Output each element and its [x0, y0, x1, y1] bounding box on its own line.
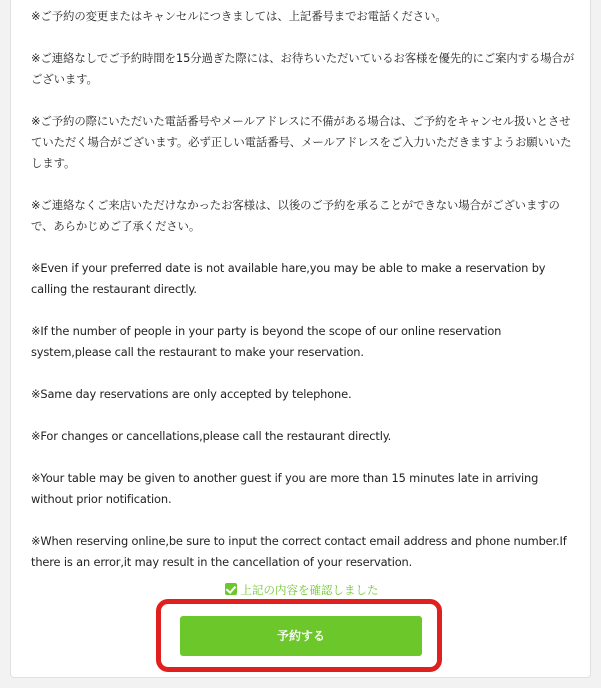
reservation-notes-card	[10, 0, 591, 678]
notice-list	[31, 6, 576, 594]
confirm-checkbox-row[interactable]	[11, 582, 592, 598]
notice-item: ※Even if your preferred date is not available hare,you may be able to make a reservation by calling the restaurant directly.	[31, 261, 546, 296]
notice-item: ※When reserving online,be sure to input the correct contact email address and phone number.If there is an error,it may result in the cancellation of your reservation.	[31, 534, 567, 569]
reserve-button[interactable]: 予約する	[180, 616, 422, 656]
checkbox-checked-icon[interactable]	[225, 583, 237, 595]
notice-item: ※If the number of people in your party is beyond the scope of our online reservation system,please call the restaurant to make your reservation.	[31, 324, 502, 359]
notice-item: ※ご予約の際にいただいた電話番号やメールアドレスに不備がある場合は、ご予約をキャンセル扱いとさせていただく場合がございます。必ず正しい電話番号、メールアドレスをご入力いただきますようお願いいたします。	[31, 114, 572, 170]
notice-item: ※ご連絡なしでご予約時間を15分過ぎた際には、お待ちいただいているお客様を優先的にご案内する場合がございます。	[31, 51, 575, 86]
notice-item: ※ご連絡なくご来店いただけなかったお客様は、以後のご予約を承ることができない場合がございますので、あらかじめご了承ください。	[31, 198, 560, 233]
notice-item: ※For changes or cancellations,please call the restaurant directly.	[31, 429, 392, 443]
notice-item: ※Your table may be given to another guest if you are more than 15 minutes late in arriving without prior notification.	[31, 471, 539, 506]
confirm-label: 上記の内容を確認しました	[240, 583, 379, 597]
notice-item: ※Same day reservations are only accepted by telephone.	[31, 387, 352, 401]
notice-item: ※ご予約の変更またはキャンセルにつきましては、上記番号までお電話ください。	[31, 9, 447, 23]
